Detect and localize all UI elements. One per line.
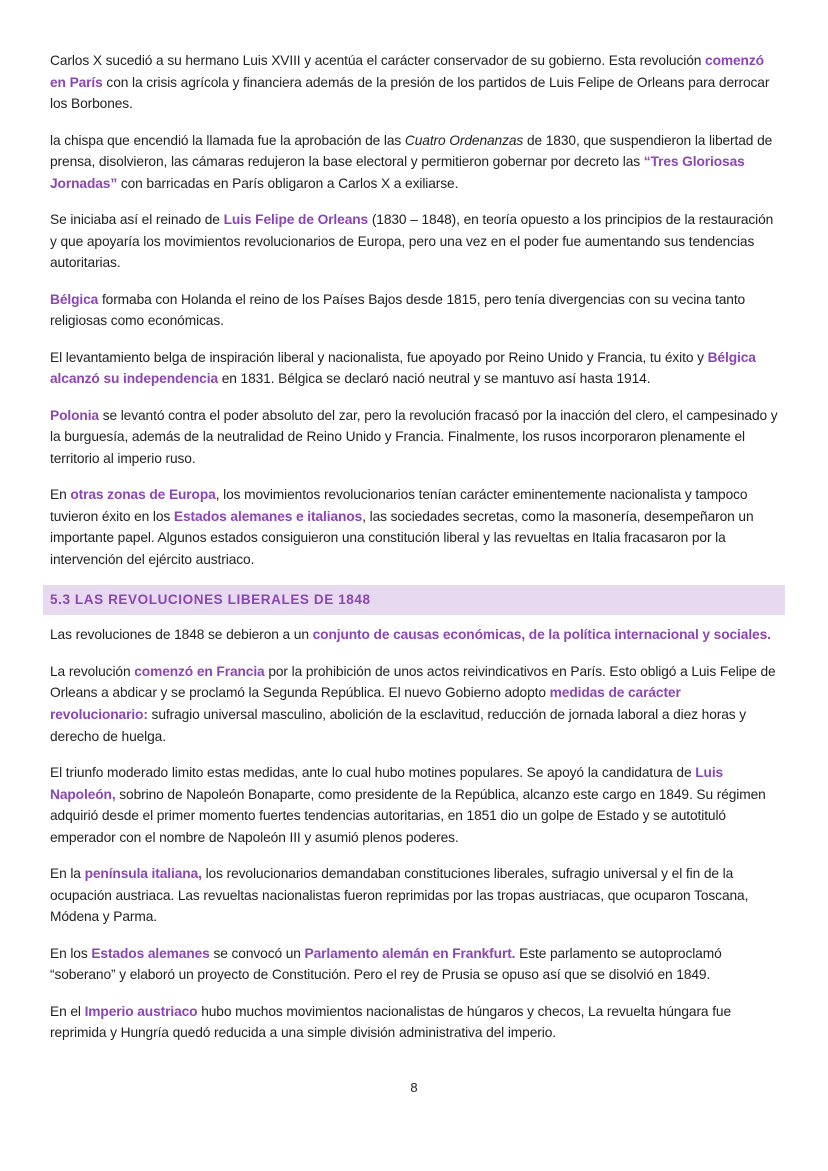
text-run: Se iniciaba así el reinado de <box>50 212 224 228</box>
text-run: con barricadas en París obligaron a Carlos X a exiliarse. <box>117 175 459 191</box>
text-run: los revolucionarios demandaban constituciones liberales, sufragio universal y el fin de la ocupación austriaca. Las revueltas nacionalistas fueron reprimidas por las tropas austriacas, que ocuparon Toscana, Módena y Parma. <box>50 866 749 925</box>
highlighted-term: península italiana, <box>84 866 202 882</box>
paragraph <box>50 50 778 115</box>
text-run: la chispa que encendió la llamada fue la aprobación de las <box>50 132 405 148</box>
paragraph <box>50 943 778 986</box>
highlighted-term: Polonia <box>50 407 99 423</box>
paragraph <box>50 863 778 928</box>
text-run: , los movimientos revolucionarios tenían carácter eminentemente nacionalista y tampoco tuvieron éxito en los <box>50 487 748 524</box>
paragraph <box>50 209 778 274</box>
text-run: de 1830, que suspendieron la libertad de prensa, disolvieron, las cámaras redujeron la base electoral y permitieron gobernar por decreto las <box>50 132 773 170</box>
paragraphs-after-section <box>50 624 778 1043</box>
text-run: hubo muchos movimientos nacionalistas de húngaros y checos, La revuelta húngara fue reprimida y Hungría quedó reducida a una simple división administrativa del imperio. <box>50 1003 732 1041</box>
text-run: En el <box>50 1003 85 1019</box>
highlighted-term: Luis Felipe de Orleans <box>223 212 369 228</box>
paragraph <box>50 484 778 570</box>
text-run: , las sociedades secretas, como la masonería, desempeñaron un importante papel. Algunos estados consiguieron una constitución liberal y las revueltas en Italia fracasaron por la intervención del ejército austriaco. <box>50 508 754 568</box>
highlighted-term: comenzó en París <box>50 53 764 90</box>
section-heading: 5.3 LAS REVOLUCIONES LIBERALES DE 1848 <box>43 585 785 615</box>
paragraph <box>50 762 778 848</box>
text-run: sufragio universal masculino, abolición de la esclavitud, reducción de jornada laboral a diez horas y derecho de huelga. <box>50 707 747 744</box>
text-run: La revolución <box>50 663 135 679</box>
highlighted-term: Estados alemanes <box>91 945 210 961</box>
paragraphs-before-section <box>50 50 778 571</box>
text-run: En <box>50 487 71 503</box>
paragraph <box>50 347 778 390</box>
highlighted-term: Estados alemanes e italianos <box>173 508 363 524</box>
text-run: (1830 – 1848), en teoría opuesto a los principios de la restauración y que apoyaría los movimientos revolucionarios de Europa, pero una vez en el poder fue aumentando sus tendencias autoritarias. <box>50 212 774 271</box>
text-run: En los <box>50 945 92 961</box>
highlighted-term: Luis Napoleón, <box>50 765 724 802</box>
text-run: por la prohibición de unos actos reivindicativos en París. Esto obligó a Luis Felipe de Orleans a abdicar y se proclamó la Segunda República. El nuevo Gobierno adopto <box>50 663 776 701</box>
text-run: se levantó contra el poder absoluto del zar, pero la revolución fracasó por la inacción del clero, el campesinado y la burguesía, además de la neutralidad de Reino Unido y Francia. Finalmente, los rusos incorporaron plenamente el territorio al imperio ruso. <box>50 407 778 466</box>
paragraph <box>50 289 778 332</box>
highlighted-term: Imperio austriaco <box>84 1003 198 1019</box>
paragraph <box>50 130 778 195</box>
text-run: El triunfo moderado limito estas medidas, ante lo cual hubo motines populares. Se apoyó la candidatura de <box>50 765 696 781</box>
paragraph <box>50 405 778 470</box>
text-run: Las revoluciones de 1848 se debieron a un <box>50 627 313 643</box>
highlighted-term: Bélgica alcanzó su independencia <box>50 349 756 387</box>
highlighted-term: conjunto de causas económicas, de la política internacional y sociales. <box>312 627 771 643</box>
text-run: en 1831. Bélgica se declaró nació neutral y se mantuvo así hasta 1914. <box>218 371 651 387</box>
text-run: Este parlamento se autoproclamó “soberano” y elaboró un proyecto de Constitución. Pero el rey de Prusia se opuso así que se disolvió en 1849. <box>50 945 722 983</box>
paragraph <box>50 661 778 747</box>
text-run: sobrino de Napoleón Bonaparte, como presidente de la República, alcanzo este cargo en 1849. Su régimen adquirió desde el primer momento fuertes tendencias autoritarias, en 1851 dio un golpe de Estado y se autotituló emperador con el nombre de Napoleón III y asumió plenos poderes. <box>50 786 766 845</box>
italic-term: Cuatro Ordenanzas <box>404 132 524 148</box>
highlighted-term: comenzó en Francia <box>134 663 265 679</box>
page-number: 8 <box>410 1080 418 1095</box>
highlighted-term: medidas de carácter revolucionario: <box>50 685 681 723</box>
text-run: El levantamiento belga de inspiración liberal y nacionalista, fue apoyado por Reino Unido y Francia, tu éxito y <box>50 349 708 365</box>
text-run: con la crisis agrícola y financiera además de la presión de los partidos de Luis Felipe de Orleans para derrocar los Borbones. <box>50 74 770 112</box>
text-run: se convocó un <box>209 945 305 961</box>
highlighted-term: Parlamento alemán en Frankfurt. <box>304 945 516 961</box>
highlighted-term: Bélgica <box>50 291 99 307</box>
text-run: formaba con Holanda el reino de los Países Bajos desde 1815, pero tenía divergencias con su vecina tanto religiosas como económicas. <box>50 291 746 329</box>
text-run: En la <box>50 866 85 882</box>
highlighted-term: “Tres Gloriosas Jornadas” <box>50 154 745 191</box>
highlighted-term: otras zonas de Europa <box>70 487 216 503</box>
document-body <box>50 50 778 1059</box>
paragraph <box>50 1001 778 1044</box>
paragraph <box>50 624 778 646</box>
text-run: Carlos X sucedió a su hermano Luis XVIII y acentúa el carácter conservador de su gobierno. Esta revolución <box>50 53 706 68</box>
